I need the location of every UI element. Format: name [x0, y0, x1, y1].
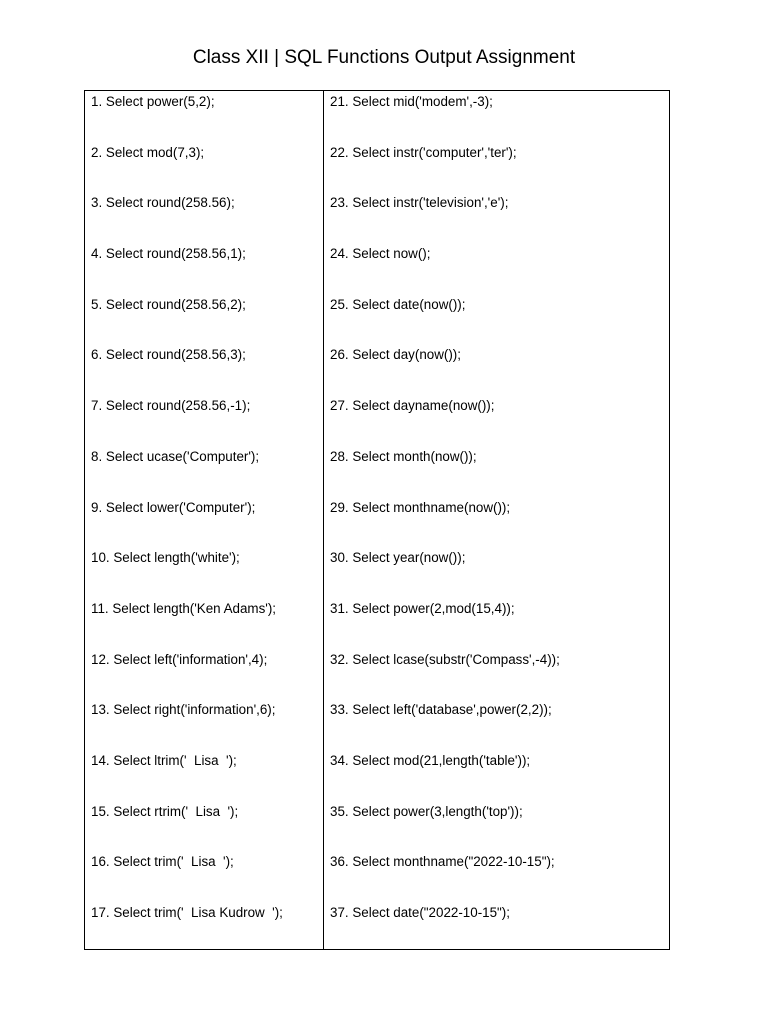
question-13: 13. Select right('information',6);	[91, 702, 276, 718]
question-12: 12. Select left('information',4);	[91, 651, 268, 667]
question-37: 37. Select date("2022-10-15");	[330, 905, 510, 920]
question-32: 32. Select lcase(substr('Compass',-4));	[330, 651, 560, 667]
question-11: 11. Select length('Ken Adams');	[91, 600, 276, 616]
question-26: 26. Select day(now());	[330, 347, 461, 363]
question-27: 27. Select dayname(now());	[330, 398, 495, 414]
question-25: 25. Select date(now());	[330, 296, 466, 312]
question-30: 30. Select year(now());	[330, 550, 466, 566]
question-31: 31. Select power(2,mod(15,4));	[330, 600, 515, 616]
question-3: 3. Select round(258.56);	[91, 195, 235, 211]
question-14: 14. Select ltrim(' Lisa ');	[91, 752, 237, 768]
page-title: Class XII | SQL Functions Output Assignment	[192, 47, 576, 68]
question-17: 17. Select trim(' Lisa Kudrow ');	[91, 905, 283, 920]
left-column	[85, 91, 324, 949]
question-23: 23. Select instr('television','e');	[330, 195, 509, 211]
right-column	[324, 91, 669, 949]
question-34: 34. Select mod(21,length('table'));	[330, 752, 531, 768]
question-22: 22. Select instr('computer','ter');	[330, 144, 517, 160]
question-5: 5. Select round(258.56,2);	[91, 296, 246, 312]
question-36: 36. Select monthname("2022-10-15");	[330, 854, 555, 870]
question-21: 21. Select mid('modem',-3);	[330, 94, 493, 109]
question-16: 16. Select trim(' Lisa ');	[91, 854, 234, 870]
question-29: 29. Select monthname(now());	[330, 499, 511, 515]
question-15: 15. Select rtrim(' Lisa ');	[91, 803, 239, 819]
question-7: 7. Select round(258.56,-1);	[91, 398, 251, 414]
question-6: 6. Select round(258.56,3);	[91, 347, 246, 363]
question-2: 2. Select mod(7,3);	[91, 144, 205, 160]
question-9: 9. Select lower('Computer');	[91, 499, 256, 515]
question-8: 8. Select ucase('Computer');	[91, 448, 260, 464]
assignment-table	[84, 90, 670, 950]
question-33: 33. Select left('database',power(2,2));	[330, 702, 552, 718]
question-35: 35. Select power(3,length('top'));	[330, 803, 523, 819]
question-28: 28. Select month(now());	[330, 448, 477, 464]
question-1: 1. Select power(5,2);	[91, 94, 215, 109]
question-24: 24. Select now();	[330, 246, 431, 262]
question-10: 10. Select length('white');	[91, 550, 240, 566]
question-4: 4. Select round(258.56,1);	[91, 246, 246, 262]
